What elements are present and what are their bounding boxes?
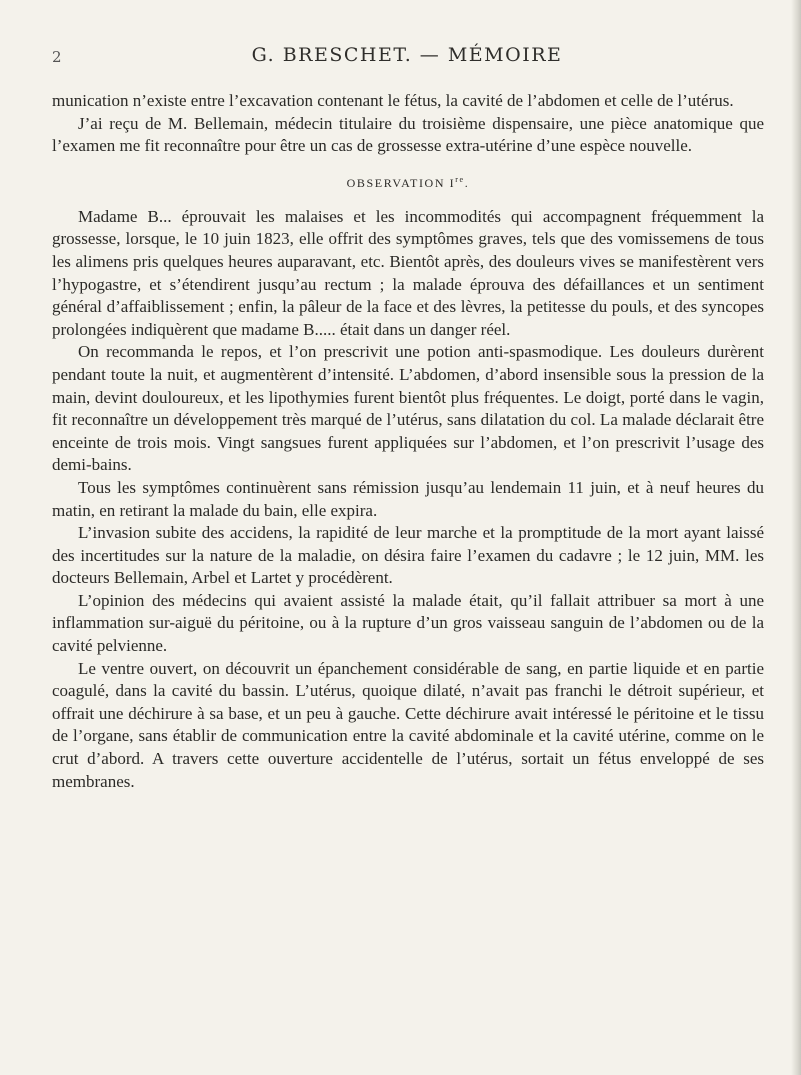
observation-label: OBSERVATION I: [346, 175, 456, 190]
observation-suffix: .: [464, 175, 470, 190]
page-header: [52, 44, 762, 74]
observation-heading: [52, 172, 764, 191]
paragraph: Tous les symptômes continuèrent sans rémission jusqu’au lendemain 11 juin, et à neuf heures du matin, en retirant la malade du bain, elle expira.: [52, 477, 764, 520]
paragraph: L’invasion subite des accidens, la rapidité de leur marche et la promptitude de la mort ayant laissé des incertitudes sur la nature de la maladie, on désira faire l’examen du cadavre ; le 12 juin, MM. les docteurs Bellemain, Arbel et Lartet y procédèrent.: [52, 523, 764, 588]
running-head: G. BRESCHET. — MÉMOIRE: [251, 44, 563, 66]
observation-superscript: re: [455, 174, 465, 184]
paragraph: J’ai reçu de M. Bellemain, médecin titulaire du troisième dispensaire, une pièce anatomique que l’examen me fit reconnaître pour être un cas de grossesse extra-utérine d’une espèce nouvelle.: [52, 113, 764, 156]
paragraph: L’opinion des médecins qui avaient assisté la malade était, qu’il fallait attribuer sa mort à une inflammation sur-aiguë du péritoine, ou à la rupture d’un gros vaisseau sanguin de l’abdomen ou de la cavité pelvienne.: [52, 590, 764, 656]
paragraph: Madame B... éprouvait les malaises et les incommodités qui accompagnent fréquemment la grossesse, lorsque, le 10 juin 1823, elle offrit des symptômes graves, tels que des vomissemens de tous les alimens pris quelques heures auparavant, etc. Bientôt après, des douleurs vives se manifestèrent vers l’hypogastre, et s’étendirent jusqu’au rectum ; la malade éprouva des défaillances et un sentiment général d’affaiblissement ; enfin, la pâleur de la face et des lèvres, la petitesse du pouls, et des syncopes prolongées indiquèrent que madame B..... était dans un danger réel.: [52, 206, 764, 339]
paragraph-continuation: munication n’existe entre l’excavation contenant le fétus, la cavité de l’abdomen et celle de l’utérus.: [52, 91, 734, 110]
paragraph: Le ventre ouvert, on découvrit un épanchement considérable de sang, en partie liquide et en partie coagulé, dans la cavité du bassin. L’utérus, quoique dilaté, n’avait pas franchi le détroit supérieur, et offrait une déchirure à sa base, et un peu à gauche. Cette déchirure avait intéressé le péritoine et le tissu de l’organe, sans établir de communication entre la cavité abdominale et la cavité utérine, comme on le crut d’abord. A travers cette ouverture accidentelle de l’utérus, sortait un fétus enveloppé de ses membranes.: [52, 658, 764, 791]
page-number: 2: [52, 48, 62, 66]
body-text: [52, 90, 764, 793]
paragraph: On recommanda le repos, et l’on prescrivit une potion anti-spasmodique. Les douleurs durèrent pendant toute la nuit, et augmentèrent d’intensité. L’abdomen, d’abord insensible sous la pression de la main, devint douloureux, et les lipothymies furent bientôt plus fréquentes. Le doigt, porté dans le vagin, fit reconnaître un développement très marqué de l’utérus, sans dilatation du col. La malade déclarait être enceinte de trois mois. Vingt sangsues furent appliquées sur l’abdomen, et l’on prescrivit l’usage des demi-bains.: [52, 342, 764, 475]
page-edge-shadow: [791, 0, 801, 1075]
